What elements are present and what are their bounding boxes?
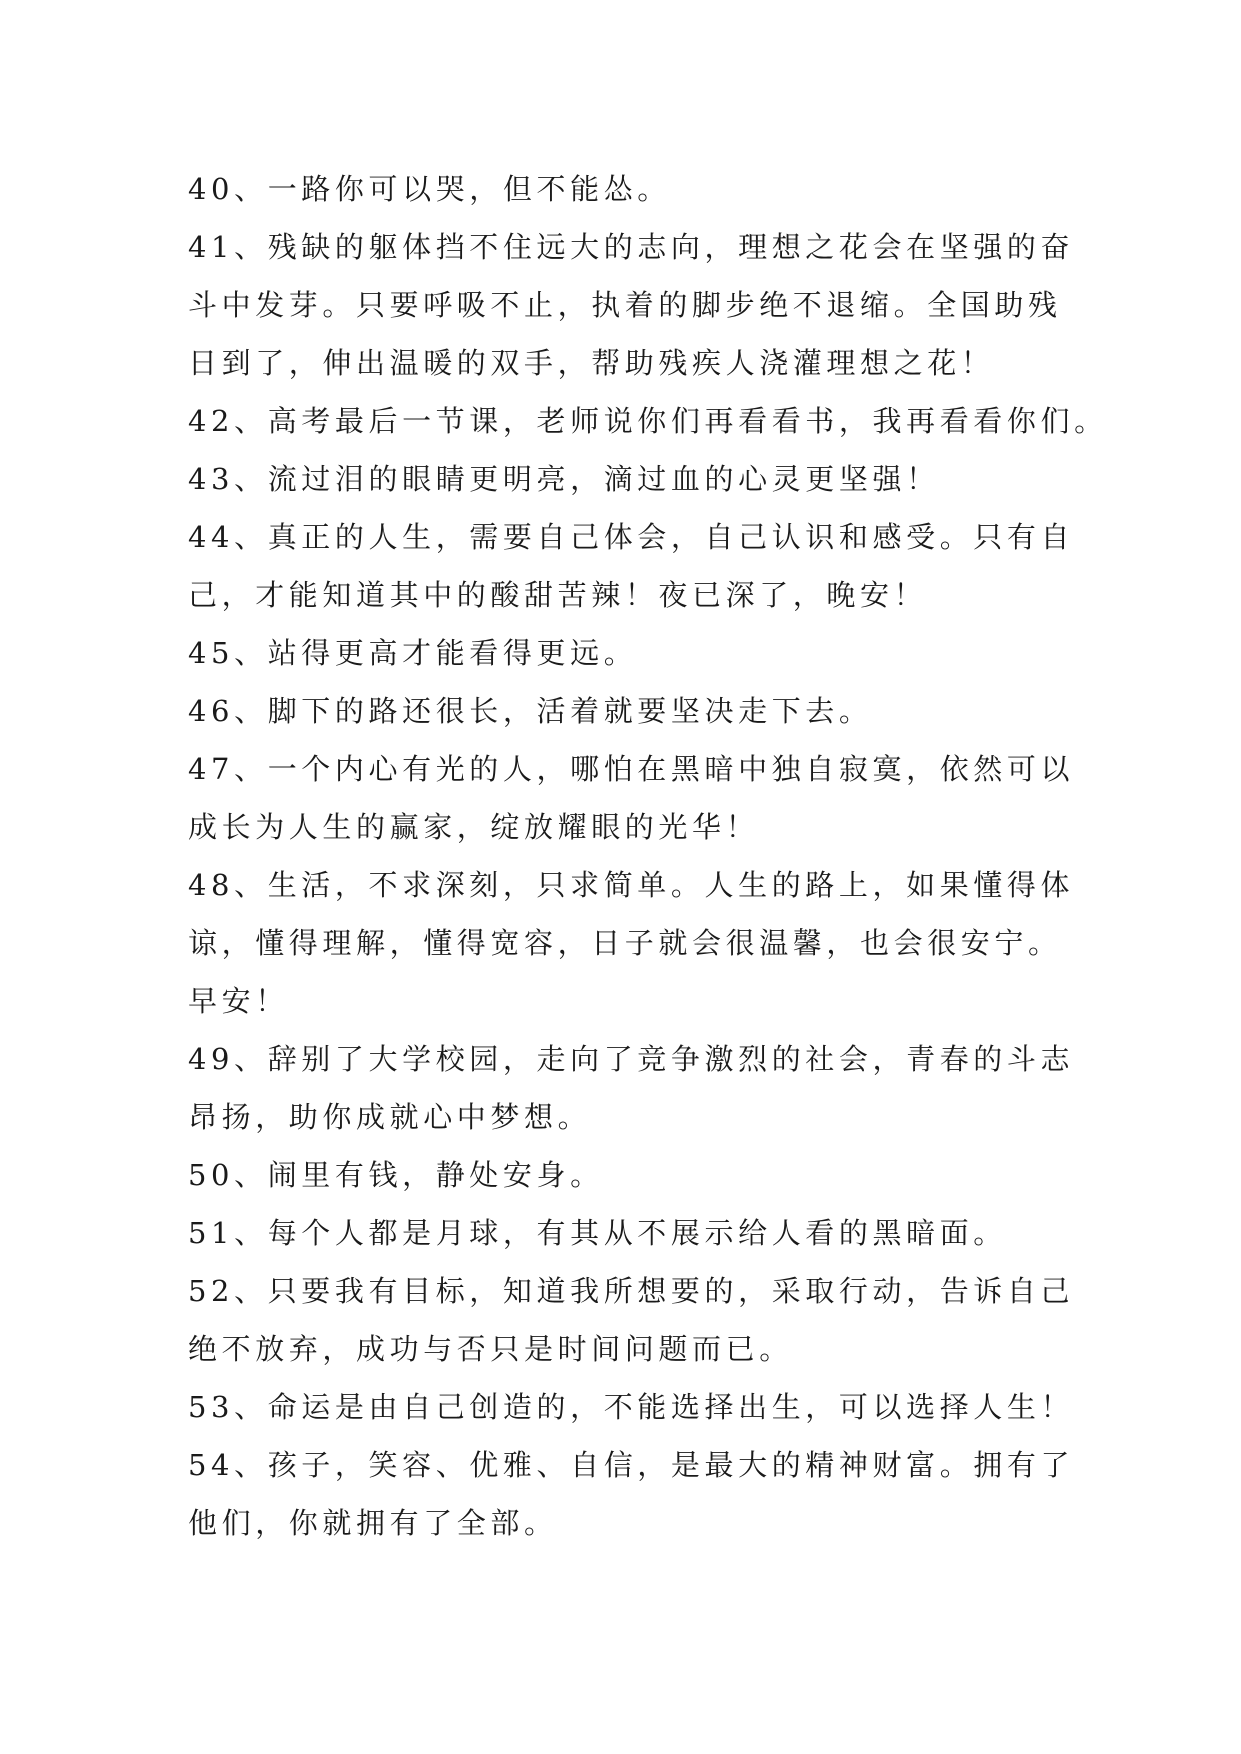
text-line: 早安！ [188, 984, 289, 1018]
text-line: 54、孩子，笑容、优雅、自信，是最大的精神财富。拥有了 [188, 1448, 1075, 1482]
text-line: 52、只要我有目标，知道我所想要的，采取行动，告诉自己 [188, 1274, 1075, 1308]
text-line: 谅，懂得理解，懂得宽容，日子就会很温馨，也会很安宁。 [188, 926, 1062, 960]
text-line: 成长为人生的赢家，绽放耀眼的光华！ [188, 810, 760, 844]
text-line: 47、一个内心有光的人，哪怕在黑暗中独自寂寞，依然可以 [188, 752, 1075, 786]
text-line: 他们，你就拥有了全部。 [188, 1506, 558, 1540]
text-line: 49、辞别了大学校园，走向了竞争激烈的社会，青春的斗志 [188, 1042, 1075, 1076]
text-line: 50、闹里有钱，静处安身。 [188, 1158, 604, 1192]
text-line: 40、一路你可以哭，但不能怂。 [188, 172, 671, 206]
text-line: 斗中发芽。只要呼吸不止，执着的脚步绝不退缩。全国助残 [188, 288, 1062, 322]
text-line: 53、命运是由自己创造的，不能选择出生，可以选择人生！ [188, 1390, 1075, 1424]
text-line: 昂扬，助你成就心中梦想。 [188, 1100, 592, 1134]
document-body [188, 160, 1108, 1552]
text-line: 42、高考最后一节课，老师说你们再看看书，我再看看你们。 [188, 404, 1108, 438]
text-line: 51、每个人都是月球，有其从不展示给人看的黑暗面。 [188, 1216, 1007, 1250]
text-line: 日到了，伸出温暖的双手，帮助残疾人浇灌理想之花！ [188, 346, 995, 380]
text-line: 43、流过泪的眼睛更明亮，滴过血的心灵更坚强！ [188, 462, 940, 496]
text-line: 41、残缺的躯体挡不住远大的志向，理想之花会在坚强的奋 [188, 230, 1075, 264]
text-line: 45、站得更高才能看得更远。 [188, 636, 638, 670]
text-line: 己，才能知道其中的酸甜苦辣！夜已深了，晚安！ [188, 578, 928, 612]
text-line: 44、真正的人生，需要自己体会，自己认识和感受。只有自 [188, 520, 1075, 554]
text-line: 48、生活，不求深刻，只求简单。人生的路上，如果懂得体 [188, 868, 1075, 902]
text-line: 46、脚下的路还很长，活着就要坚决走下去。 [188, 694, 873, 728]
text-line: 绝不放弃，成功与否只是时间问题而已。 [188, 1332, 793, 1366]
